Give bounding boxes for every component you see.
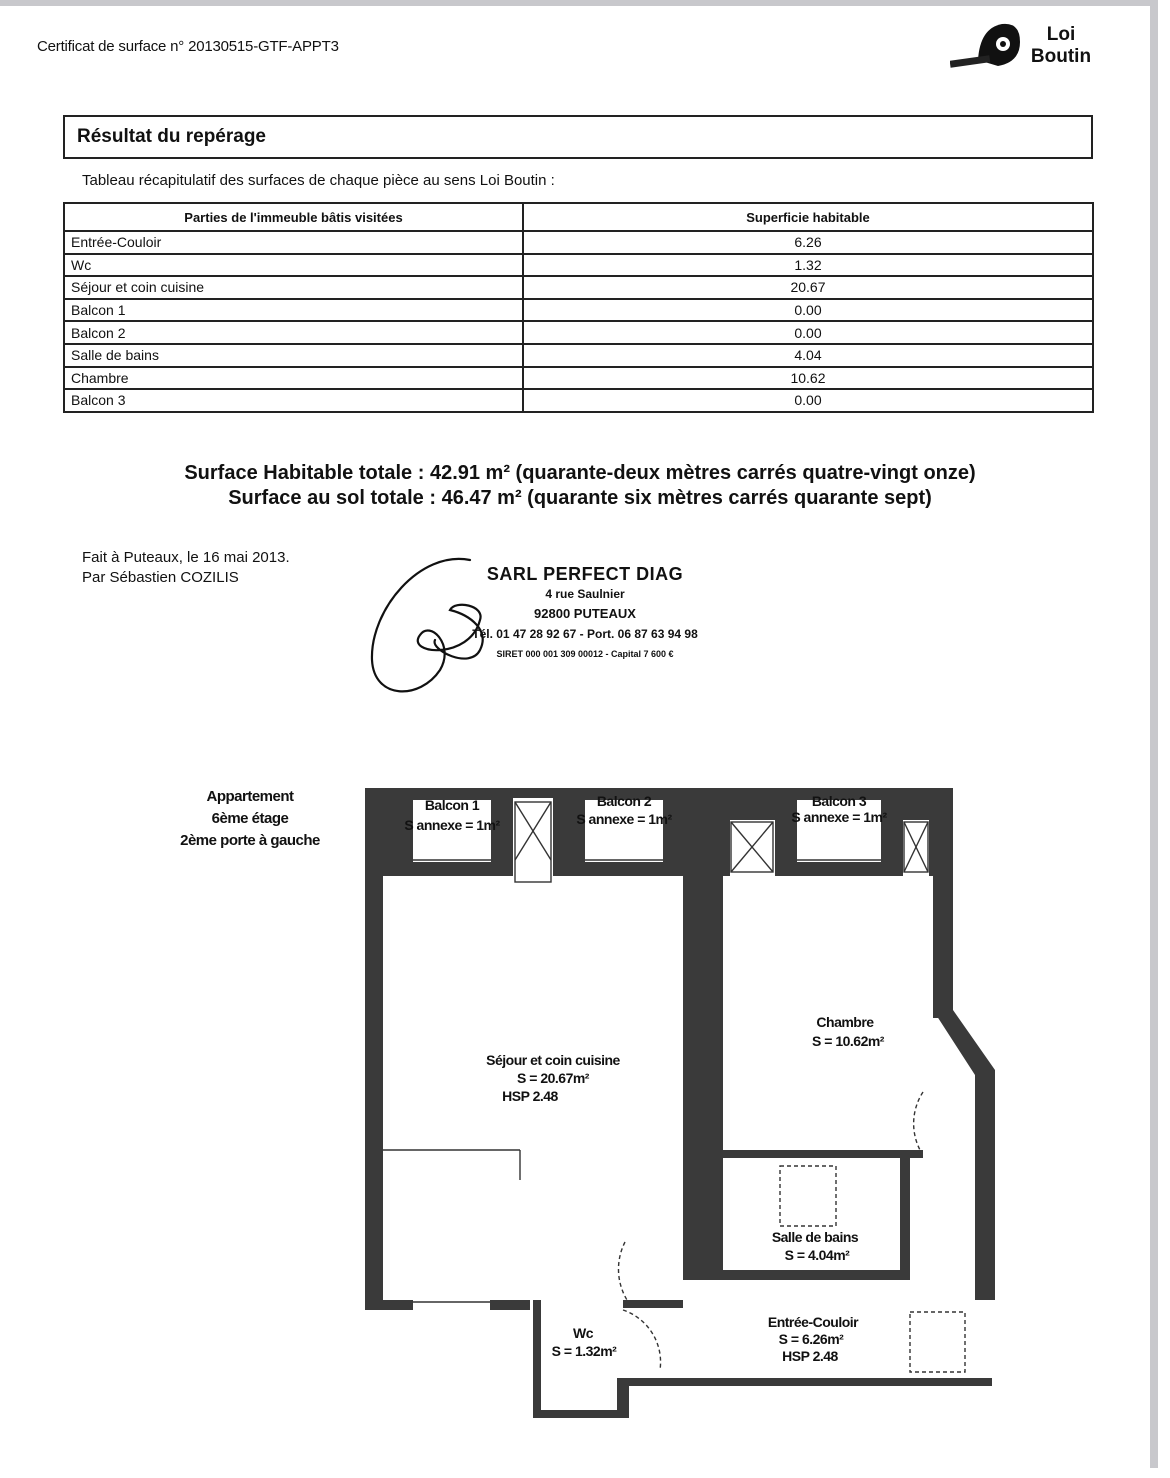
table-header-row	[64, 203, 1093, 231]
balcon-2-area: S annexe = 1m²	[576, 811, 672, 827]
sejour-area: S = 20.67m²	[517, 1070, 589, 1086]
logo-line-1: Loi	[1046, 24, 1076, 45]
entree-hsp: HSP 2.48	[782, 1348, 838, 1364]
table-row	[64, 367, 1093, 390]
room-area: 1.32	[523, 254, 1093, 277]
sdb-name: Salle de bains	[771, 1229, 859, 1245]
chambre-area: S = 10.62m²	[812, 1033, 884, 1049]
total-habitable: Surface Habitable totale : 42.91 m² (quarante-deux mètres carrés quatre-vingt onze)	[184, 462, 976, 484]
room-name: Balcon 3	[64, 389, 523, 412]
stamp-city: 92800 PUTEAUX	[534, 606, 636, 621]
sdb-area: S = 4.04m²	[784, 1247, 850, 1263]
room-area: 0.00	[523, 299, 1093, 322]
signature-block	[82, 548, 290, 588]
header-area: Superficie habitable	[523, 203, 1093, 231]
balcon-1-area: S annexe = 1m²	[404, 817, 500, 833]
floor-plan	[355, 780, 1005, 1420]
balcon-1-name: Balcon 1	[424, 797, 480, 813]
room-name: Balcon 2	[64, 321, 523, 344]
plan-caption	[150, 786, 350, 852]
sejour-name: Séjour et coin cuisine	[486, 1052, 620, 1068]
table-row	[64, 389, 1093, 412]
table-row	[64, 276, 1093, 299]
room-name: Salle de bains	[64, 344, 523, 367]
table-row	[64, 321, 1093, 344]
room-area: 10.62	[523, 367, 1093, 390]
header-rooms: Parties de l'immeuble bâtis visitées	[64, 203, 523, 231]
wc-area: S = 1.32m²	[551, 1343, 617, 1359]
table-row	[64, 231, 1093, 254]
certificate-reference: Certificat de surface n° 20130515-GTF-APPT3	[37, 38, 339, 55]
room-area: 4.04	[523, 344, 1093, 367]
room-area: 0.00	[523, 389, 1093, 412]
room-name: Wc	[64, 254, 523, 277]
plan-rooms	[383, 798, 975, 1410]
balcon-2-name: Balcon 2	[596, 793, 652, 809]
balcon-3-name: Balcon 3	[811, 793, 867, 809]
room-area: 0.00	[523, 321, 1093, 344]
total-floor: Surface au sol totale : 46.47 m² (quarante six mètres carrés quarante sept)	[228, 487, 932, 509]
stamp-phone: Tél. 01 47 28 92 67 - Port. 06 87 63 94 98	[472, 627, 698, 641]
logo-line-2: Boutin	[1030, 46, 1092, 67]
place-date: Fait à Puteaux, le 16 mai 2013.	[82, 549, 290, 566]
table-row	[64, 299, 1093, 322]
plan-caption-line-2: 6ème étage	[211, 810, 289, 827]
table-row	[64, 344, 1093, 367]
room-name: Séjour et coin cuisine	[64, 276, 523, 299]
room-area: 6.26	[523, 231, 1093, 254]
wc-name: Wc	[573, 1325, 593, 1341]
stamp-company: SARL PERFECT DIAG	[486, 564, 684, 584]
room-name: Entrée-Couloir	[64, 231, 523, 254]
plan-caption-line-1: Appartement	[206, 788, 294, 805]
table-intro: Tableau récapitulatif des surfaces de chaque pièce au sens Loi Boutin :	[82, 172, 555, 189]
chambre-name: Chambre	[816, 1014, 874, 1030]
room-name: Chambre	[64, 367, 523, 390]
entree-area: S = 6.26m²	[778, 1331, 844, 1347]
logo-text	[1026, 24, 1096, 68]
plan-caption-line-3: 2ème porte à gauche	[180, 832, 320, 849]
balcon-3-area: S annexe = 1m²	[791, 809, 887, 825]
entree-name: Entrée-Couloir	[767, 1314, 859, 1330]
company-stamp	[440, 564, 730, 664]
section-title: Résultat du repérage	[63, 115, 1093, 159]
sejour-hsp: HSP 2.48	[502, 1088, 558, 1104]
table-row	[64, 254, 1093, 277]
stamp-legal: SIRET 000 001 309 00012 - Capital 7 600 €	[496, 649, 674, 659]
surface-table	[63, 202, 1094, 413]
room-area: 20.67	[523, 276, 1093, 299]
stamp-street: 4 rue Saulnier	[545, 587, 625, 601]
room-name: Balcon 1	[64, 299, 523, 322]
signed-by: Par Sébastien COZILIS	[82, 569, 239, 586]
surface-totals	[0, 461, 1160, 511]
